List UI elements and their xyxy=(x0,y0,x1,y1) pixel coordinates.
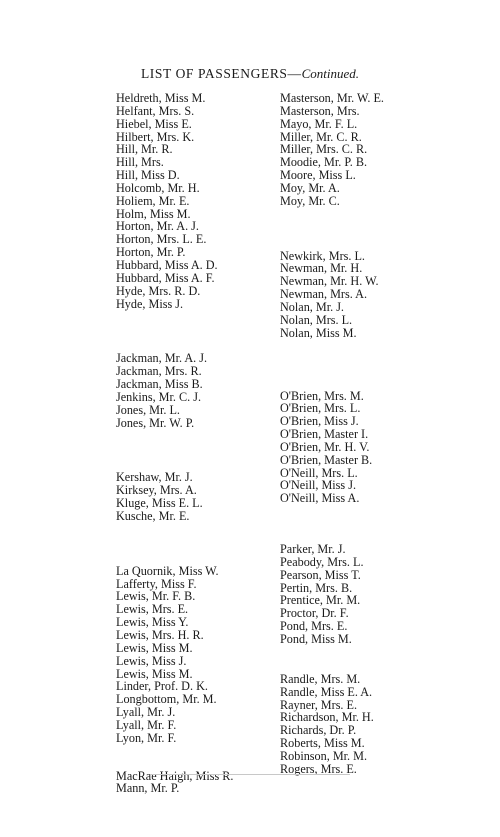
passenger-entry: O'Brien, Mr. H. V. xyxy=(280,439,370,454)
passenger-entry: O'Neill, Miss A. xyxy=(280,491,360,506)
passenger-entry: Jenkins, Mr. C. J. xyxy=(116,389,201,404)
passenger-entry: Linder, Prof. D. K. xyxy=(116,679,208,694)
passenger-entry: Lyon, Mr. F. xyxy=(116,730,177,745)
page-title-text: LIST OF PASSENGERS— xyxy=(140,66,302,81)
passenger-entry: O'Brien, Mrs. L. xyxy=(280,401,361,416)
passenger-entry: Moodie, Mr. P. B. xyxy=(280,155,368,170)
passenger-entry: Masterson, Mr. W. E. xyxy=(280,91,384,105)
page-title-continued: Continued. xyxy=(301,66,360,81)
passenger-entry: Jackman, Mrs. R. xyxy=(116,364,202,379)
footer-divider xyxy=(150,774,350,775)
passenger-entry: Pond, Mrs. E. xyxy=(280,619,348,634)
passenger-entry: Nolan, Miss M. xyxy=(280,325,357,340)
passenger-column-left xyxy=(116,92,286,837)
passenger-entry: Miller, Mrs. C. R. xyxy=(280,142,368,157)
passenger-group xyxy=(116,471,286,522)
passenger-entry: Hilbert, Mrs. K. xyxy=(116,129,195,144)
passenger-entry: Kirksey, Mrs. A. xyxy=(116,483,197,498)
passenger-entry: La Quornik, Miss W. xyxy=(116,563,219,578)
passenger-entry: Lewis, Miss M. xyxy=(116,666,193,681)
passenger-entry: Moy, Mr. C. xyxy=(280,193,340,208)
passenger-entry: Newman, Mr. H. W. xyxy=(280,274,379,289)
passenger-entry: Horton, Mr. A. J. xyxy=(116,219,199,234)
passenger-group xyxy=(280,92,450,208)
passenger-entry: Hyde, Mrs. R. D. xyxy=(116,283,201,298)
passenger-entry: Richardson, Mr. H. xyxy=(280,710,374,725)
passenger-entry: Kusche, Mr. E. xyxy=(116,508,190,523)
passenger-entry: Richards, Dr. P. xyxy=(280,723,357,738)
passenger-column-right xyxy=(280,92,450,818)
passenger-entry: Hill, Mr. R. xyxy=(116,142,173,157)
passenger-entry: Lewis, Miss M. xyxy=(116,640,193,655)
passenger-entry: Horton, Mr. P. xyxy=(116,245,186,260)
passenger-entry: O'Brien, Master B. xyxy=(280,452,373,467)
passenger-entry: Jones, Mr. W. P. xyxy=(116,415,195,430)
passenger-entry: Newman, Mrs. A. xyxy=(280,287,367,302)
passenger-entry: Holiem, Mr. E. xyxy=(116,193,190,208)
passenger-entry: Hill, Mrs. xyxy=(116,155,164,170)
passenger-entry: Holm, Miss M. xyxy=(116,206,191,221)
passenger-entry: Robinson, Mr. M. xyxy=(280,748,368,763)
passenger-entry: Miller, Mr. C. R. xyxy=(280,129,362,144)
passenger-group xyxy=(116,92,286,310)
passenger-group xyxy=(280,673,450,776)
passenger-group xyxy=(116,565,286,745)
passenger-entry: Nolan, Mr. J. xyxy=(280,299,344,314)
passenger-entry: Rogers, Mrs. E. xyxy=(280,761,357,776)
passenger-entry: Pond, Miss M. xyxy=(280,632,352,646)
passenger-group xyxy=(280,250,450,340)
passenger-entry: Hill, Miss D. xyxy=(116,168,180,183)
passenger-entry: Pearson, Miss T. xyxy=(280,567,361,582)
passenger-entry: Randle, Miss E. A. xyxy=(280,684,373,699)
passenger-entry: Lyall, Mr. J. xyxy=(116,705,176,720)
passenger-entry: O'Brien, Mrs. M. xyxy=(280,388,364,403)
passenger-entry: Kluge, Miss E. L. xyxy=(116,496,203,511)
passenger-entry: Rayner, Mrs. E. xyxy=(280,697,358,712)
passenger-entry: Lewis, Mrs. H. R. xyxy=(116,628,204,642)
passenger-entry: Moy, Mr. A. xyxy=(280,180,340,195)
passenger-entry: Holcomb, Mr. H. xyxy=(116,180,200,195)
passenger-entry: Newkirk, Mrs. L. xyxy=(280,248,365,263)
passenger-entry: Lewis, Miss J. xyxy=(116,653,187,668)
passenger-entry: Lewis, Mrs. E. xyxy=(116,602,189,617)
passenger-entry: Jackman, Miss B. xyxy=(116,377,203,392)
passenger-entry: Hubbard, Miss A. F. xyxy=(116,270,215,285)
passenger-entry: Hiebel, Miss E. xyxy=(116,116,192,131)
passenger-entry: Lewis, Miss Y. xyxy=(116,615,189,630)
passenger-entry: O'Neill, Miss J. xyxy=(280,478,357,493)
passenger-group xyxy=(280,390,450,506)
passenger-group xyxy=(280,543,450,646)
passenger-entry: MacRae Haigh, Miss R. xyxy=(116,768,234,783)
passenger-entry: Prentice, Mr. M. xyxy=(280,593,361,608)
passenger-entry: Helfant, Mrs. S. xyxy=(116,103,195,118)
page-title xyxy=(0,66,500,82)
passenger-entry: Newman, Mr. H. xyxy=(280,261,363,276)
passenger-entry: Mayo, Mr. F. L. xyxy=(280,116,358,131)
passenger-entry: Hubbard, Miss A. D. xyxy=(116,257,218,272)
passenger-entry: Parker, Mr. J. xyxy=(280,542,346,557)
passenger-entry: Mann, Mr. P. xyxy=(116,781,180,796)
passenger-entry: Lewis, Mr. F. B. xyxy=(116,589,196,604)
passenger-entry: Nolan, Mrs. L. xyxy=(280,312,353,327)
passenger-entry: Pertin, Mrs. B. xyxy=(280,580,353,595)
passenger-entry: Roberts, Miss M. xyxy=(280,736,365,751)
passenger-entry: Hyde, Miss J. xyxy=(116,296,184,311)
passenger-entry: Horton, Mrs. L. E. xyxy=(116,232,207,247)
passenger-entry: Masterson, Mrs. xyxy=(280,103,360,118)
passenger-entry: Longbottom, Mr. M. xyxy=(116,692,217,707)
passenger-entry: Kershaw, Mr. J. xyxy=(116,470,193,485)
passenger-entry: Proctor, Dr. F. xyxy=(280,606,349,621)
passenger-entry: Randle, Mrs. M. xyxy=(280,671,361,686)
passenger-entry: O'Brien, Miss J. xyxy=(280,414,359,429)
passenger-entry: Lafferty, Miss F. xyxy=(116,576,197,591)
passenger-entry: Peabody, Mrs. L. xyxy=(280,554,364,569)
passenger-entry: Jackman, Mr. A. J. xyxy=(116,351,208,366)
passenger-entry: Jones, Mr. L. xyxy=(116,402,180,417)
passenger-entry: O'Neill, Mrs. L. xyxy=(280,465,358,480)
passenger-entry: Heldreth, Miss M. xyxy=(116,91,206,105)
passenger-entry: Lyall, Mr. F. xyxy=(116,717,177,732)
passenger-entry: Moore, Miss L. xyxy=(280,168,356,183)
passenger-group xyxy=(116,352,286,429)
passenger-entry: O'Brien, Master I. xyxy=(280,427,369,442)
